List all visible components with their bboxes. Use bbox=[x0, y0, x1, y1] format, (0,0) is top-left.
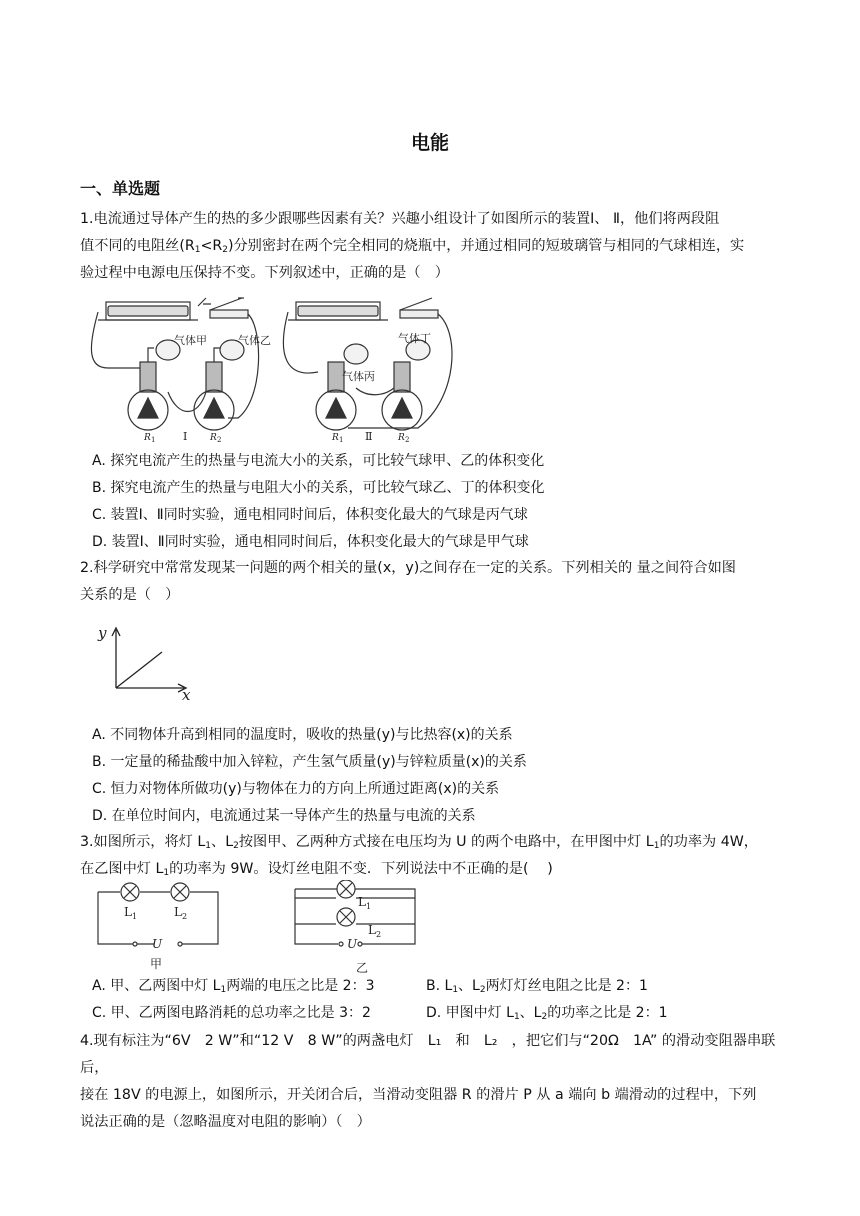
question-3-option-b bbox=[426, 976, 648, 996]
graph-x-axis-label: x bbox=[182, 686, 191, 702]
lamp-subscript: 1 bbox=[366, 902, 372, 911]
question-3-option-a bbox=[92, 976, 374, 996]
question-3-text bbox=[80, 829, 780, 883]
lamp-label: L bbox=[358, 895, 366, 909]
gas-label-a: 气体甲 bbox=[174, 334, 207, 347]
question-2-line-2: 关系的是（ ） bbox=[80, 587, 180, 603]
circuit-label-jia: 甲 bbox=[150, 957, 163, 971]
question-2-graph bbox=[92, 620, 202, 702]
subscript: 2 bbox=[233, 841, 239, 851]
question-1-line-2 bbox=[80, 233, 780, 260]
question-3-option-d bbox=[426, 1003, 667, 1023]
question-2-line-1: 2.科学研究中常常发现某一问题的两个相关的量(x，y)之间存在一定的关系。下列相关的 量之间符合如图 bbox=[80, 560, 736, 576]
resistor-label: R bbox=[210, 433, 217, 443]
subscript: 1 bbox=[513, 1012, 520, 1022]
resistor-subscript: 2 bbox=[217, 436, 222, 444]
resistor-label: R bbox=[332, 433, 339, 443]
voltage-label: U bbox=[347, 937, 358, 951]
graph-y-axis-label: y bbox=[98, 624, 107, 642]
resistor-label: R bbox=[144, 433, 151, 443]
text-span: 的功率为 9W。设灯丝电阻不变．下列说法中不正确的是( ) bbox=[169, 861, 553, 877]
subscript: 1 bbox=[205, 841, 211, 851]
question-2-text bbox=[80, 555, 780, 609]
question-3-circuit-figure bbox=[90, 880, 430, 974]
lamp-label: L bbox=[368, 923, 376, 937]
section-heading: 一、单选题 bbox=[80, 179, 161, 198]
subscript: 2 bbox=[541, 1012, 548, 1022]
question-4-line-3: 说法正确的是（忽略温度对电阻的影响）（ ） bbox=[80, 1114, 371, 1130]
subscript: 2 bbox=[479, 985, 486, 995]
resistor-subscript: 1 bbox=[339, 436, 344, 444]
text-span: 两端的电压之比是 2：3 bbox=[226, 978, 375, 994]
lamp-subscript: 1 bbox=[132, 912, 138, 921]
question-3-line-1 bbox=[80, 829, 780, 856]
question-2-option-d: D. 在单位时间内，电流通过某一导体产生的热量与电流的关系 bbox=[92, 808, 476, 824]
question-1-line-1: 1.电流通过导体产生的热的多少跟哪些因素有关？兴趣小组设计了如图所示的装置Ⅰ、 Ⅱ，他们将两段阻 bbox=[80, 211, 720, 227]
document-title: 电能 bbox=[410, 132, 449, 154]
question-1-apparatus-figure bbox=[88, 288, 468, 448]
text-span: A. 甲、乙两图中灯 L bbox=[92, 978, 221, 994]
circuit-label-yi: 乙 bbox=[356, 961, 369, 974]
text-span: 的功率之比是 2：1 bbox=[547, 1005, 668, 1021]
voltage-label: U bbox=[152, 937, 163, 951]
gas-label-d: 气体丁 bbox=[398, 332, 431, 345]
text-span: B. L bbox=[426, 978, 453, 994]
text-span: )分别密封在两个完全相同的烧瓶中，并通过相同的短玻璃管与相同的气球相连，实 bbox=[227, 238, 745, 254]
question-4-text bbox=[80, 1028, 780, 1136]
subscript: 1 bbox=[653, 841, 660, 851]
lamp-label: L bbox=[174, 905, 182, 919]
question-1-line-3: 验过程中电源电压保持不变。下列叙述中，正确的是（ ） bbox=[80, 265, 449, 281]
subscript: 1 bbox=[452, 985, 459, 995]
resistor-subscript: 2 bbox=[405, 436, 410, 444]
gas-label-b: 气体乙 bbox=[238, 334, 271, 347]
text-span: 按图甲、乙两种方式接在电压均为 U 的两个电路中，在甲图中灯 L bbox=[238, 834, 654, 850]
question-1-text bbox=[80, 206, 780, 287]
text-span: 值不同的电阻丝(R bbox=[80, 238, 195, 254]
question-2-option-c: C. 恒力对物体所做功(y)与物体在力的方向上所通过距离(x)的关系 bbox=[92, 781, 500, 797]
subscript: 2 bbox=[222, 245, 228, 255]
lamp-subscript: 2 bbox=[182, 912, 188, 921]
text-span: D. 甲图中灯 L bbox=[426, 1005, 514, 1021]
lamp-label: L bbox=[124, 905, 132, 919]
question-4-line-2: 接在 18V 的电源上，如图所示，开关闭合后，当滑动变阻器 R 的滑片 P 从 a 端向 b 端滑动的过程中，下列 bbox=[80, 1087, 757, 1103]
device-label-2: Ⅱ bbox=[365, 430, 373, 443]
text-span: 、L bbox=[458, 978, 480, 994]
text-span: 在乙图中灯 L bbox=[80, 861, 164, 877]
question-1-option-c: C. 装置Ⅰ、Ⅱ同时实验，通电相同时间后，体积变化最大的气球是丙气球 bbox=[92, 507, 528, 523]
resistor-subscript: 1 bbox=[151, 436, 156, 444]
resistor-label: R bbox=[398, 433, 405, 443]
subscript: 1 bbox=[194, 245, 201, 255]
text-span: 3.如图所示，将灯 L bbox=[80, 834, 206, 850]
question-3-option-c: C. 甲、乙两图电路消耗的总功率之比是 3：2 bbox=[92, 1005, 371, 1021]
text-span: <R bbox=[200, 238, 223, 254]
question-1-option-b: B. 探究电流产生的热量与电阻大小的关系，可比较气球乙、丁的体积变化 bbox=[92, 480, 545, 496]
question-2-option-a: A. 不同物体升高到相同的温度时，吸收的热量(y)与比热容(x)的关系 bbox=[92, 727, 513, 743]
question-1-option-a: A. 探究电流产生的热量与电流大小的关系，可比较气球甲、乙的体积变化 bbox=[92, 453, 545, 469]
gas-label-c: 气体丙 bbox=[342, 370, 375, 383]
subscript: 1 bbox=[163, 868, 170, 878]
text-span: 的功率为 4W， bbox=[659, 834, 758, 850]
text-span: 、L bbox=[211, 834, 234, 850]
text-span: 、L bbox=[519, 1005, 542, 1021]
text-span: 两灯灯丝电阻之比是 2：1 bbox=[485, 978, 648, 994]
question-4-line-1: 4.现有标注为“6V 2 W”和“12 V 8 W”的两盏电灯 L₁ 和 L₂ ，把它们与“20Ω 1A” 的滑动变阻器串联后， bbox=[80, 1033, 776, 1076]
question-1-option-d: D. 装置Ⅰ、Ⅱ同时实验，通电相同时间后，体积变化最大的气球是甲气球 bbox=[92, 534, 529, 550]
question-2-option-b: B. 一定量的稀盐酸中加入锌粒，产生氢气质量(y)与锌粒质量(x)的关系 bbox=[92, 754, 527, 770]
question-3-line-2 bbox=[80, 856, 780, 883]
lamp-subscript: 2 bbox=[376, 930, 382, 939]
subscript: 1 bbox=[220, 985, 227, 995]
device-label-1: Ⅰ bbox=[183, 430, 188, 443]
